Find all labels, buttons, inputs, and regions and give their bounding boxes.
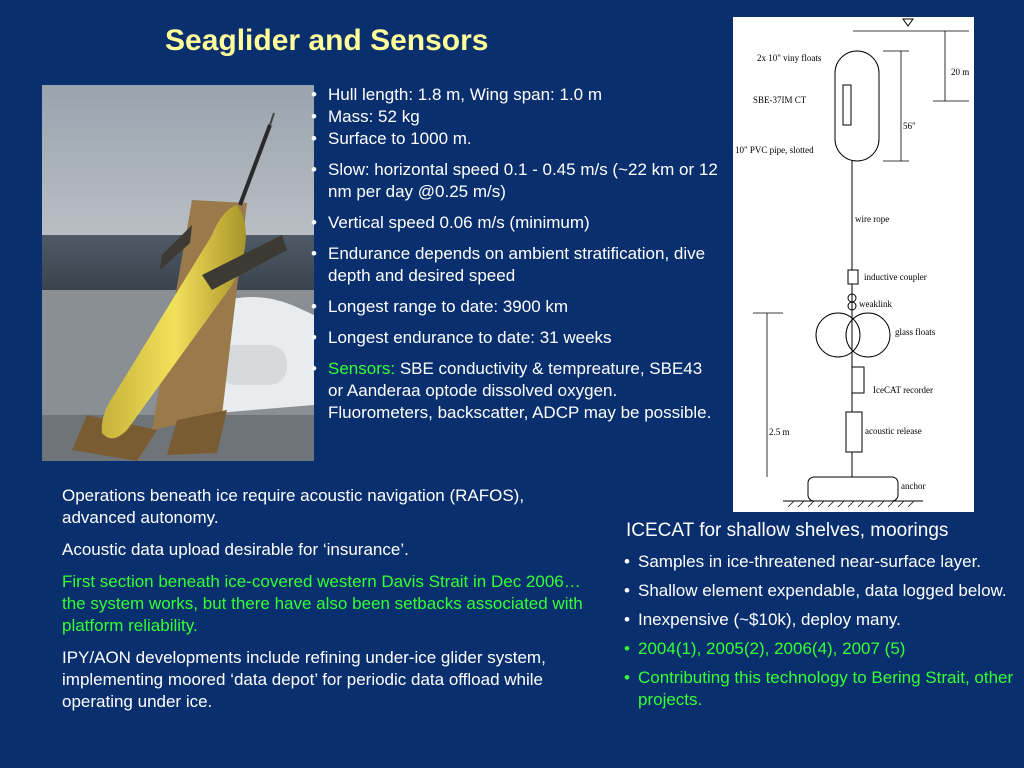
dim-25m: 2.5 m [769,427,790,437]
label-pipe: 10" PVC pipe, slotted [735,145,814,155]
spec-list [308,84,718,424]
dim-56: 56" [903,121,916,131]
note-paragraph-highlight: First section beneath ice-covered western Davis Strait in Dec 2006… the system works, but there have also been setbacks associated with platform reliability. [62,572,583,635]
note-paragraph: Operations beneath ice require acoustic navigation (RAFOS), advanced autonomy. [62,486,525,527]
sensors-text: SBE conductivity & tempreature, SBE43 or Aanderaa optode dissolved oxygen. Fluorometers, backscatter, ADCP may be possible. [328,359,712,422]
icecat-item: • Shallow element expendable, data logged below. [622,580,1017,602]
label-floats: 2x 10" viny floats [757,53,822,63]
spec-item: • Hull length: 1.8 m, Wing span: 1.0 m [308,84,718,106]
label-glass: glass floats [895,327,936,337]
icecat-heading: ICECAT for shallow shelves, moorings [626,520,949,541]
icecat-item: • Samples in ice-threatened near-surface layer. [622,551,1017,573]
label-anchor: anchor [901,481,926,491]
spec-item: • Mass: 52 kg [308,106,718,128]
spec-item: • Slow: horizontal speed 0.1 - 0.45 m/s (~22 km or 12 nm per day @0.25 m/s) [308,159,718,203]
spec-item: • Surface to 1000 m. [308,128,718,150]
icecat-item-highlight: • Contributing this technology to Bering Strait, other projects. [622,667,1017,711]
label-recorder: IceCAT recorder [873,385,934,395]
sensors-label: Sensors: [328,359,396,378]
label-ct: SBE-37IM CT [753,95,807,105]
spec-item: • Vertical speed 0.06 m/s (minimum) [308,212,718,234]
spec-item: • Longest range to date: 3900 km [308,296,718,318]
note-paragraph: Acoustic data upload desirable for ‘insurance’. [62,540,409,559]
icecat-mooring-diagram [733,17,974,512]
icecat-list [622,551,1017,718]
label-coupler: inductive coupler [864,272,927,282]
label-release: acoustic release [865,426,922,436]
icecat-item-highlight: • 2004(1), 2005(2), 2006(4), 2007 (5) [622,638,1017,660]
seaglider-photo [42,85,314,461]
operations-notes [62,485,592,723]
spec-item: • Endurance depends on ambient stratification, dive depth and desired speed [308,243,718,287]
dim-20m: 20 m [951,67,970,77]
spec-item: • Longest endurance to date: 31 weeks [308,327,718,349]
slide-title: Seaglider and Sensors [165,24,489,57]
label-weaklink: weaklink [859,299,892,309]
note-paragraph: IPY/AON developments include refining under-ice glider system, implementing moored ‘data depot’ for periodic data offload while operating under ice. [62,648,546,711]
spec-item-sensors [308,358,718,424]
label-wire: wire rope [855,214,890,224]
icecat-item: • Inexpensive (~$10k), deploy many. [622,609,1017,631]
